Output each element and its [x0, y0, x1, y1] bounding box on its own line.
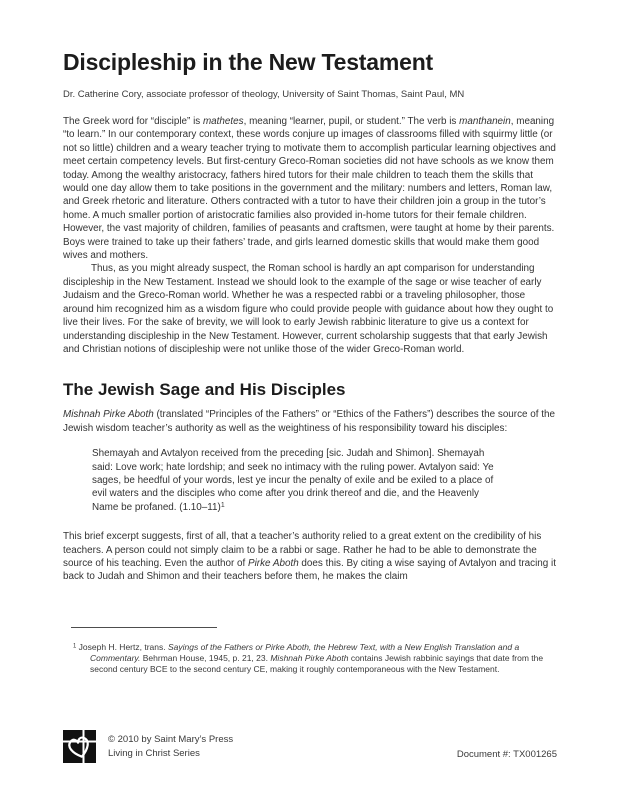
document-number: Document #: TX001265 [456, 748, 557, 760]
paragraph-greek-disciple: The Greek word for “disciple” is mathetes, meaning “learner, pupil, or student.” The verb is manthanein, meaning “to learn.” In our contemporary context, these words conjure up images of classrooms filled with squirmy little (or not so little) children and a weary teacher trying to motivate them to accomplish particular learning objectives and meet certain competency levels. But first-century Greco-Roman societies did not have schools as we know them today. Among the wealthy aristocracy, fathers hired tutors for their male children to teach them the skills that would one day allow them to take positions in the government and the military: numbers and letters, Roman law, and Greek rhetoric and literature. Others contracted with a tutor to have their children join a group in the tutor’s home. A much smaller portion of aristocratic families also provided in-home tutors for their female children. However, the vast majority of children, families of peasants and craftsmen, were taught at home by their parents. Boys were trained to take up their fathers’ trade, and girls learned domestic skills that would make them good wives and mothers. [63, 116, 556, 262]
page-footer [63, 730, 557, 763]
byline: Dr. Catherine Cory, associate professor of theology, University of Saint Thomas, Saint Paul, MN [63, 89, 465, 100]
paragraph-analysis: This brief excerpt suggests, first of all, that a teacher’s authority relied to a great extent on the credibility of his teachers. A person could not simply claim to be a rabbi or sage. Rather he had to be able to demonstrate the source of his teaching. Even the author of Pirke Aboth does this. By citing a wise saying of Avtalyon and tracing it back to Judah and Shimon and their teachers before them, he makes the claim [63, 531, 556, 583]
publisher-lines [108, 730, 233, 763]
paragraph-roman-school: Thus, as you might already suspect, the Roman school is hardly an apt comparison for understanding discipleship in the New Testament. Instead we should look to the example of the sage or wise teacher of early Judaism and the Greco-Roman world. Whether he was a respected rabbi or a traveling philosopher, those around him recognized him as a wisdom figure who could provide people with guidance about how they ought to live their lives. For the sake of brevity, we will look to early Jewish rabbinic literature to give us a context for understanding discipleship in the New Testament. However, current scholarship suggests that that early Jewish and Christian notions of discipleship were not unlike those of the wider Greco-Roman world. [63, 263, 554, 355]
saint-marys-press-logo-icon [63, 730, 96, 763]
footnote-text: $^1$ Joseph H. Hertz, trans. Sayings of the Fathers or Pirke Aboth, the Hebrew Text, with a New English Translation and a Commentary. Behrman House, 1945, p. 21, 23. Mishnah Pirke Aboth contains Jewish rabbinic sayings that date from the second century BCE to the second century CE, making it roughly contemporaneous with the New Testament. [73, 642, 544, 674]
section-heading: The Jewish Sage and His Disciples [63, 380, 346, 400]
paragraph-mishnah-intro: Mishnah Pirke Aboth (translated “Principles of the Fathers” or “Ethics of the Fathers”) describes the source of the Jewish wisdom teacher’s authority as well as the weightiness of his responsibility toward his disciples: [63, 409, 555, 434]
series-line: Living in Christ Series [108, 747, 200, 759]
copyright-line: © 2010 by Saint Mary’s Press [108, 734, 234, 745]
footnote-area [63, 618, 557, 675]
mishnah-blockquote: Shemayah and Avtalyon received from the preceding [sic. Judah and Shimon]. Shemayah said: Love work; hate lordship; and seek no intimacy with the ruling power. Avtalyon said: Ye sages, be heedful of your words, lest ye incur the penalty of exile and be exiled to a place of evil waters and the disciples who come after you drink thereof and die, and the Heavenly Name be profaned. $(1.10-11)^1$ [92, 448, 494, 513]
footnote-separator [71, 627, 217, 628]
article-title: Discipleship in the New Testament [63, 49, 434, 75]
footer-spacer [233, 730, 457, 763]
